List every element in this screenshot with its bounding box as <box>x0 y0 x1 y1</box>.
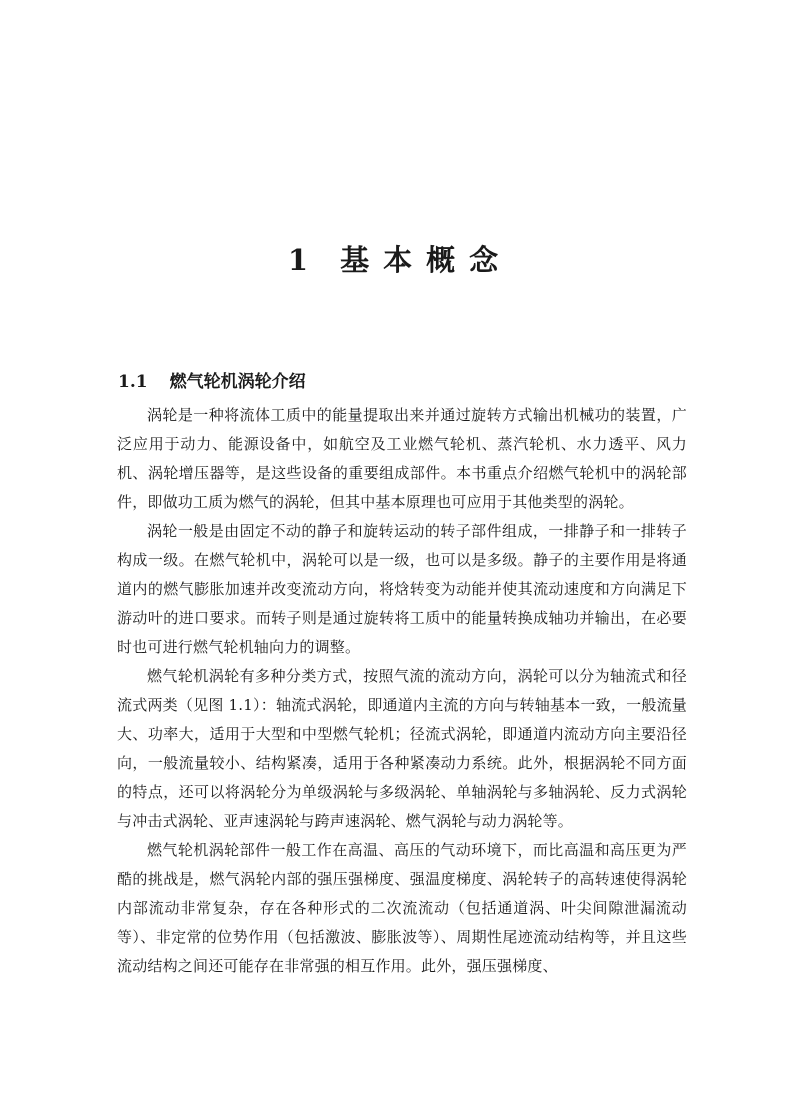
paragraph: 涡轮一般是由固定不动的静子和旋转运动的转子部件组成，一排静子和一排转子构成一级。在燃气轮机中，涡轮可以是一级，也可以是多级。静子的主要作用是将通道内的燃气膨胀加速并改变流动方向，将焓转变为动能并使其流动速度和方向满足下游动叶的进口要求。而转子则是通过旋转将工质中的能量转换成轴功并输出，在必要时也可进行燃气轮机轴向力的调整。 <box>117 522 687 656</box>
paragraph: 燃气轮机涡轮有多种分类方式，按照气流的流动方向，涡轮可以分为轴流式和径流式两类（见图 1.1）：轴流式涡轮，即通道内主流的方向与转轴基本一致，一般流量大、功率大，适用于大型和中型燃气轮机；径流式涡轮，即通道内流动方向主要沿径向，一般流量较小、结构紧凑，适用于各种紧凑动力系统。此外，根据涡轮不同方面的特点，还可以将涡轮分为单级涡轮与多级涡轮、单轴涡轮与多轴涡轮、反力式涡轮与冲击式涡轮、亚声速涡轮与跨声速涡轮、燃气涡轮与动力涡轮等。 <box>117 667 687 830</box>
paragraph: 涡轮是一种将流体工质中的能量提取出来并通过旋转方式输出机械功的装置，广泛应用于动力、能源设备中，如航空及工业燃气轮机、蒸汽轮机、水力透平、风力机、涡轮增压器等，是这些设备的重要组成部件。本书重点介绍燃气轮机中的涡轮部件，即做功工质为燃气的涡轮，但其中基本原理也可应用于其他类型的涡轮。 <box>117 406 687 511</box>
section-number: 1.1 <box>118 372 148 392</box>
chapter-title <box>0 238 800 282</box>
chapter-title-text: 基本概念 <box>340 243 513 277</box>
section-heading <box>118 368 306 396</box>
chapter-number: 1 <box>287 243 323 277</box>
section-title: 燃气轮机涡轮介绍 <box>169 372 306 392</box>
paragraph: 燃气轮机涡轮部件一般工作在高温、高压的气动环境下，而比高温和高压更为严酷的挑战是，燃气涡轮内部的强压强梯度、强温度梯度、涡轮转子的高转速使得涡轮内部流动非常复杂，存在各种形式的二次流流动（包括通道涡、叶尖间隙泄漏流动等）、非定常的位势作用（包括激波、膨胀波等）、周期性尾迹流动结构等，并且这些流动结构之间还可能存在非常强的相互作用。此外，强压强梯度、 <box>117 841 687 975</box>
body-text <box>117 401 687 981</box>
